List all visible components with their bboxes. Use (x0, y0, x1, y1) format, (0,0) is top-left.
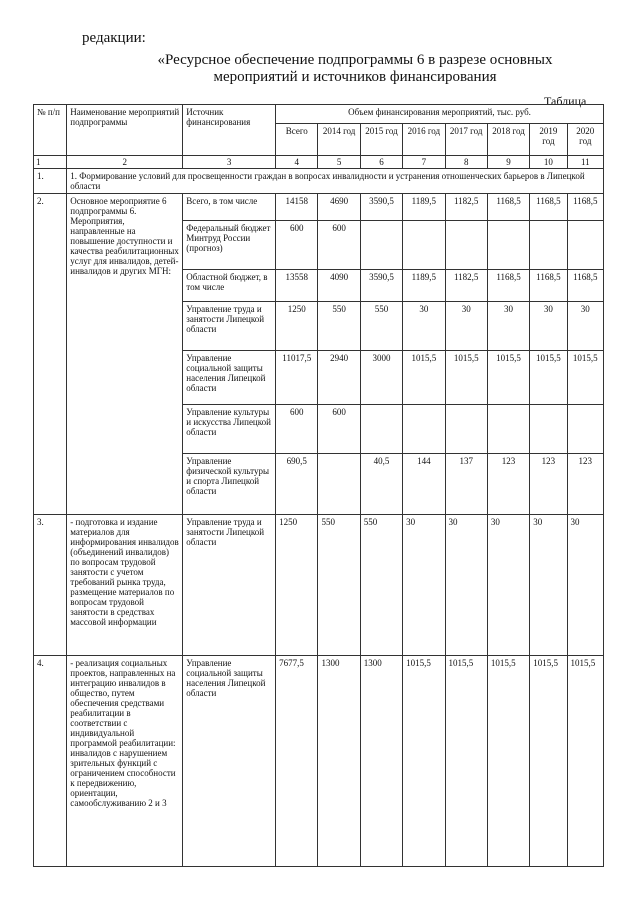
row-value: 1015,5 (445, 351, 487, 405)
row-value: 30 (487, 302, 529, 351)
table-label: Таблица (544, 94, 587, 108)
row-value: 550 (318, 515, 360, 656)
col-number: 11 (567, 156, 603, 169)
header-source: Источник финансирования (183, 105, 276, 156)
row-value: 1015,5 (530, 656, 567, 867)
row-value: 1300 (318, 656, 360, 867)
row-value: 40,5 (360, 454, 402, 515)
row-value: 1015,5 (445, 656, 487, 867)
row-value: 1250 (276, 302, 318, 351)
col-number: 2 (67, 156, 183, 169)
row-value: 4690 (318, 194, 360, 221)
row-value: 550 (360, 302, 402, 351)
row-num: 2. (34, 194, 67, 515)
col-number: 1 (34, 156, 67, 169)
col-number: 6 (360, 156, 402, 169)
row-value: 1189,5 (403, 270, 445, 302)
activity-row-3 (34, 515, 604, 656)
row-value: 137 (445, 454, 487, 515)
section-num: 1. (34, 169, 67, 194)
header-year: 2015 год (360, 124, 402, 156)
col-number: 3 (183, 156, 276, 169)
row-source: Управление труда и занятости Липецкой области (183, 302, 276, 351)
table-row (34, 515, 604, 656)
row-source: Управление труда и занятости Липецкой области (183, 515, 276, 656)
header-year: 2016 год (403, 124, 445, 156)
col-number: 7 (403, 156, 445, 169)
row-value: 600 (276, 405, 318, 454)
row-value: 30 (445, 515, 487, 656)
row-value (567, 221, 603, 270)
row-value: 1168,5 (487, 270, 529, 302)
row-value: 30 (445, 302, 487, 351)
row-value: 1168,5 (530, 194, 567, 221)
header-year: 2014 год (318, 124, 360, 156)
row-value: 1182,5 (445, 194, 487, 221)
row-value: 1168,5 (487, 194, 529, 221)
row-value: 1250 (276, 515, 318, 656)
row-name: - подготовка и издание материалов для информирования инвалидов (объединений инвалидов) по вопросам трудовой занятости с учетом требований рынка труда, размещение материалов по вопросам трудовой занятости в средствах массовой информации (67, 515, 183, 656)
row-value: 600 (318, 405, 360, 454)
header-year: Всего (276, 124, 318, 156)
row-value: 30 (487, 515, 529, 656)
row-value: 4090 (318, 270, 360, 302)
row-value: 11017,5 (276, 351, 318, 405)
row-source: Управление социальной защиты населения Липецкой области (183, 656, 276, 867)
row-value (487, 221, 529, 270)
header-volume: Объем финансирования мероприятий, тыс. руб. (276, 105, 604, 124)
page-title (120, 52, 590, 86)
row-value: 550 (360, 515, 402, 656)
row-source: Управление социальной защиты населения Липецкой области (183, 351, 276, 405)
col-number: 10 (530, 156, 567, 169)
row-value (403, 221, 445, 270)
row-value: 1015,5 (487, 351, 529, 405)
row-value: 1015,5 (487, 656, 529, 867)
header-year: 2017 год (445, 124, 487, 156)
row-value: 1015,5 (567, 351, 603, 405)
header-name: Наименование мероприятий подпрограммы (67, 105, 183, 156)
row-value: 600 (276, 221, 318, 270)
row-value: 1015,5 (530, 351, 567, 405)
col-number: 4 (276, 156, 318, 169)
table-row (34, 194, 604, 221)
title-line-1: «Ресурсное обеспечение подпрограммы 6 в разрезе основных (157, 52, 553, 68)
col-number: 8 (445, 156, 487, 169)
row-value (530, 221, 567, 270)
row-num: 4. (34, 656, 67, 867)
row-value: 1189,5 (403, 194, 445, 221)
column-number-row (34, 156, 604, 169)
row-value: 30 (567, 302, 603, 351)
header-num: № п/п (34, 105, 67, 156)
row-value: 1015,5 (567, 656, 603, 867)
row-value: 3590,5 (360, 194, 402, 221)
table-row (34, 656, 604, 867)
title-line-2: мероприятий и источников финансирования (213, 69, 497, 85)
row-value (487, 405, 529, 454)
row-source: Управление физической культуры и спорта Липецкой области (183, 454, 276, 515)
row-value (567, 405, 603, 454)
header-year: 2019 год (530, 124, 567, 156)
row-value: 3590,5 (360, 270, 402, 302)
row-value: 30 (567, 515, 603, 656)
row-value (530, 405, 567, 454)
row-name: - реализация социальных проектов, направленных на интеграцию инвалидов в общество, путем обеспечения средствами реабилитации в соответствии с индивидуальной программой реабилитации: инвалидов с нарушением зрительных функций с ограничением способности к передвижению, ориентации, самообслуживанию 2 и 3 (67, 656, 183, 867)
row-value: 13558 (276, 270, 318, 302)
row-source: Областной бюджет, в том числе (183, 270, 276, 302)
row-value (318, 454, 360, 515)
row-value: 30 (403, 302, 445, 351)
row-value: 600 (318, 221, 360, 270)
row-value: 30 (530, 302, 567, 351)
row-value: 123 (567, 454, 603, 515)
row-value: 14158 (276, 194, 318, 221)
row-value: 1300 (360, 656, 402, 867)
row-value (445, 405, 487, 454)
row-value: 690,5 (276, 454, 318, 515)
row-value: 1168,5 (530, 270, 567, 302)
header-year: 2020 год (567, 124, 603, 156)
intro-text: редакции: (82, 30, 146, 46)
row-value: 144 (403, 454, 445, 515)
row-value: 1015,5 (403, 656, 445, 867)
row-value: 3000 (360, 351, 402, 405)
row-name: Основное мероприятие 6 подпрограммы 6. Мероприятия, направленные на повышение доступности и качества реабилитационных услуг для инвалидов, детей-инвалидов и других МГН: (67, 194, 183, 515)
col-number: 9 (487, 156, 529, 169)
col-number: 5 (318, 156, 360, 169)
row-value: 123 (487, 454, 529, 515)
funding-table (33, 104, 604, 867)
row-num: 3. (34, 515, 67, 656)
row-value: 1015,5 (403, 351, 445, 405)
row-value: 123 (530, 454, 567, 515)
row-value: 1168,5 (567, 194, 603, 221)
activity-row-4 (34, 656, 604, 867)
section-row (34, 169, 604, 194)
row-source: Управление культуры и искусства Липецкой области (183, 405, 276, 454)
header-row-1 (34, 105, 604, 124)
row-value (403, 405, 445, 454)
row-source: Федеральный бюджет Минтруд России (прогноз) (183, 221, 276, 270)
row-value (360, 221, 402, 270)
row-value: 1182,5 (445, 270, 487, 302)
row-value (360, 405, 402, 454)
row-source: Всего, в том числе (183, 194, 276, 221)
main-activity-group (34, 194, 604, 515)
row-value (445, 221, 487, 270)
row-value: 7677,5 (276, 656, 318, 867)
header-year: 2018 год (487, 124, 529, 156)
row-value: 1168,5 (567, 270, 603, 302)
section-text: 1. Формирование условий для просвещенности граждан в вопросах инвалидности и устранения отношенческих барьеров в Липецкой области (67, 169, 604, 194)
row-value: 550 (318, 302, 360, 351)
row-value: 30 (530, 515, 567, 656)
row-value: 2940 (318, 351, 360, 405)
row-value: 30 (403, 515, 445, 656)
